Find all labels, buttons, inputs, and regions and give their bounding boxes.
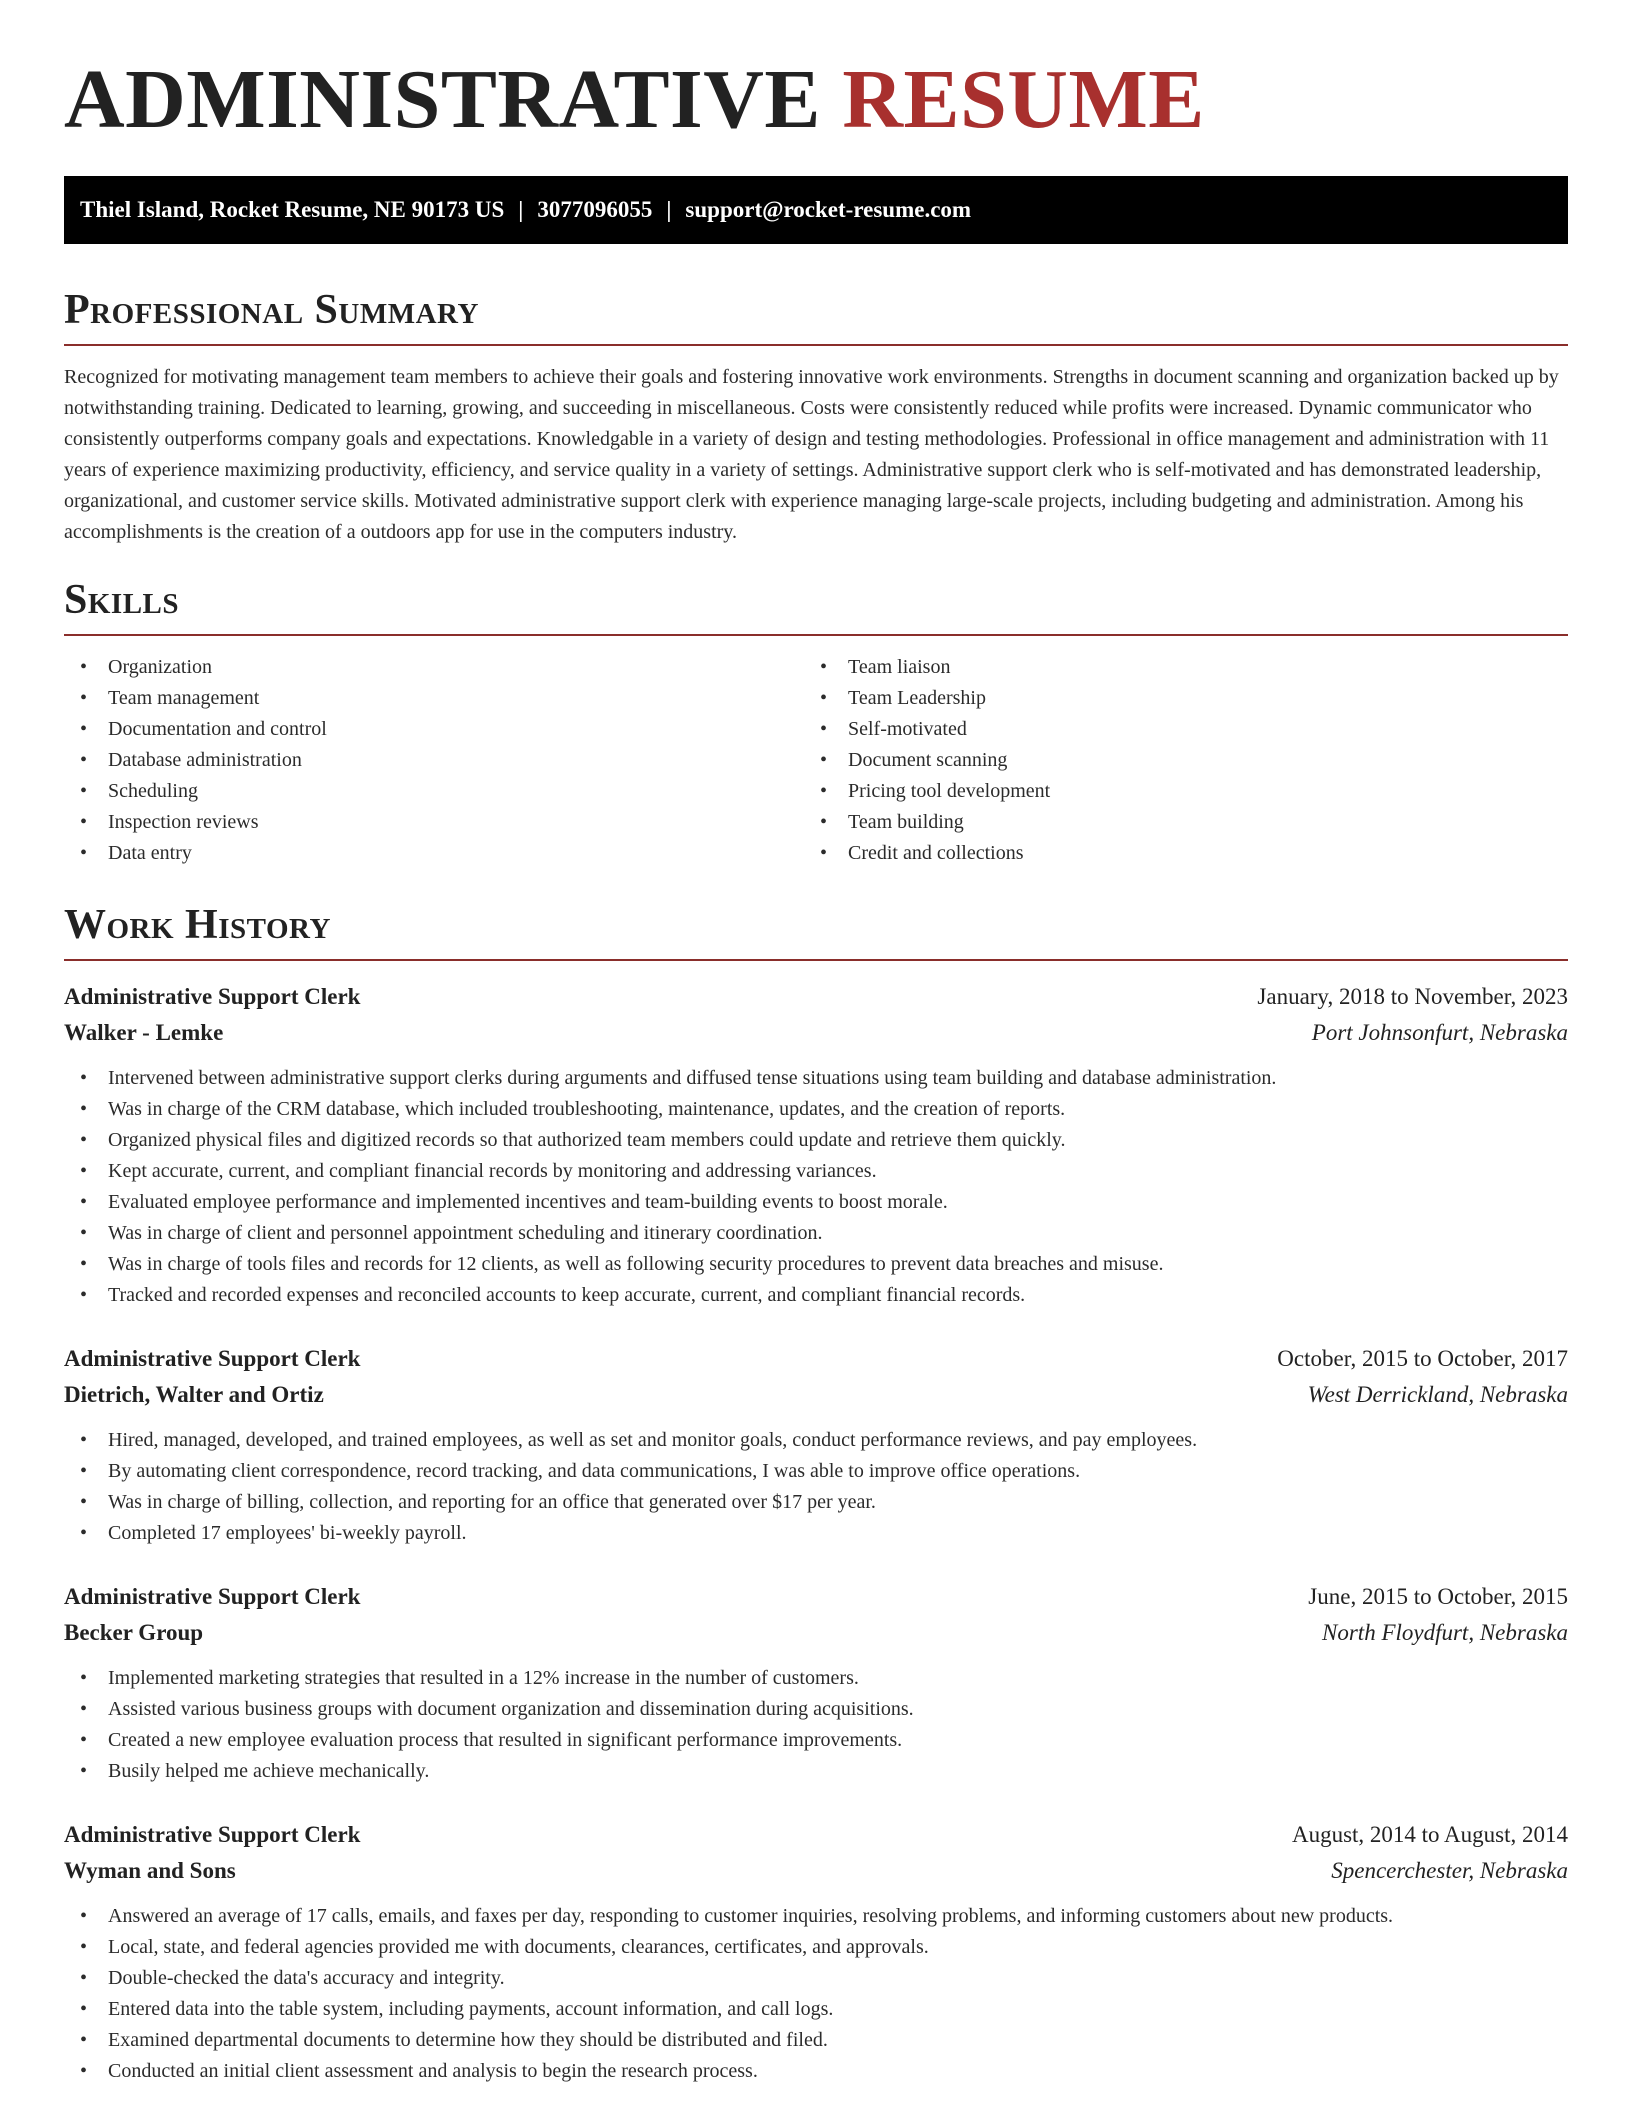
job-duty-item: • Intervened between administrative support clerks during arguments and diffused tense situations using team building and database administration. xyxy=(64,1063,1568,1094)
job-list xyxy=(64,979,1568,2087)
skills-list-left xyxy=(64,652,804,869)
job-header-row xyxy=(64,1341,1568,1377)
work-heading: Work History xyxy=(64,902,331,948)
skill-item: • Document scanning xyxy=(804,745,1544,776)
job-duty-item: • Evaluated employee performance and implemented incentives and team-building events to boost morale. xyxy=(64,1187,1568,1218)
job-duties-list xyxy=(64,1063,1568,1311)
skill-item: • Organization xyxy=(64,652,804,683)
summary-section xyxy=(64,286,1568,548)
job-dates: June, 2015 to October, 2015 xyxy=(1308,1584,1568,1609)
job-duty-item: • Conducted an initial client assessment and analysis to begin the research process. xyxy=(64,2056,1568,2087)
job-entry xyxy=(64,1579,1568,1787)
job-duty-item: • Organized physical files and digitized records so that authorized team members could update and retrieve them quickly. xyxy=(64,1125,1568,1156)
job-header-row xyxy=(64,1817,1568,1853)
title-part-2: RESUME xyxy=(842,53,1205,146)
job-title: Administrative Support Clerk xyxy=(64,984,361,1009)
skills-list-right xyxy=(804,652,1544,869)
title-part-1: ADMINISTRATIVE xyxy=(64,53,821,146)
skill-item: • Team building xyxy=(804,807,1544,838)
contact-address: Thiel Island, Rocket Resume, NE 90173 US xyxy=(80,197,505,222)
job-entry xyxy=(64,1817,1568,2087)
job-title: Administrative Support Clerk xyxy=(64,1822,361,1847)
job-dates: October, 2015 to October, 2017 xyxy=(1277,1346,1568,1371)
job-company: Wyman and Sons xyxy=(64,1858,236,1883)
contact-bar xyxy=(64,176,1568,244)
job-duty-item: • Entered data into the table system, including payments, account information, and call logs. xyxy=(64,1994,1568,2025)
job-duty-item: • Implemented marketing strategies that resulted in a 12% increase in the number of customers. xyxy=(64,1663,1568,1694)
skills-section xyxy=(64,576,1568,869)
skill-item: • Self-motivated xyxy=(804,714,1544,745)
job-duty-item: • Tracked and recorded expenses and reconciled accounts to keep accurate, current, and compliant financial records. xyxy=(64,1280,1568,1311)
skill-item: • Credit and collections xyxy=(804,838,1544,869)
job-company-row xyxy=(64,1853,1568,1889)
skill-item: • Data entry xyxy=(64,838,804,869)
job-entry xyxy=(64,1341,1568,1549)
section-divider xyxy=(64,344,1568,346)
job-duty-item: • Answered an average of 17 calls, emails, and faxes per day, responding to customer inquiries, resolving problems, and informing customers about new products. xyxy=(64,1901,1568,1932)
contact-phone: 3077096055 xyxy=(537,197,653,222)
contact-separator: | xyxy=(666,197,672,222)
job-header-row xyxy=(64,979,1568,1015)
resume-title xyxy=(64,0,1568,146)
skill-item: • Scheduling xyxy=(64,776,804,807)
skills-heading: Skills xyxy=(64,577,180,623)
job-company: Dietrich, Walter and Ortiz xyxy=(64,1382,324,1407)
section-divider xyxy=(64,634,1568,636)
summary-text: Recognized for motivating management team members to achieve their goals and fostering innovative work environments. Strengths in document scanning and organization backed up by notwithstanding training. Dedicated to learning, growing, and succeeding in miscellaneous. Costs were consistently reduced while profits were increased. Dynamic communicator who consistently outperforms company goals and expectations. Knowledgable in a variety of design and testing methodologies. Professional in office management and administration with 11 years of experience maximizing productivity, efficiency, and service quality in a variety of settings. Administrative support clerk who is self-motivated and has demonstrated leadership, organizational, and customer service skills. Motivated administrative support clerk with experience managing large-scale projects, including budgeting and administration. Among his accomplishments is the creation of a outdoors app for use in the computers industry. xyxy=(64,366,1559,543)
job-duty-item: • Kept accurate, current, and compliant financial records by monitoring and addressing variances. xyxy=(64,1156,1568,1187)
job-header-row xyxy=(64,1579,1568,1615)
job-location: Port Johnsonfurt, Nebraska xyxy=(1311,1020,1568,1045)
skill-item: • Pricing tool development xyxy=(804,776,1544,807)
job-location: West Derrickland, Nebraska xyxy=(1307,1382,1568,1407)
job-duty-item: • Local, state, and federal agencies provided me with documents, clearances, certificates, and approvals. xyxy=(64,1932,1568,1963)
job-duties-list xyxy=(64,1425,1568,1549)
skills-columns xyxy=(64,652,1568,869)
job-duty-item: • Was in charge of the CRM database, which included troubleshooting, maintenance, updates, and the creation of reports. xyxy=(64,1094,1568,1125)
job-duties-list xyxy=(64,1901,1568,2087)
job-company-row xyxy=(64,1615,1568,1651)
job-duties-list xyxy=(64,1663,1568,1787)
job-company: Becker Group xyxy=(64,1620,204,1645)
job-company-row xyxy=(64,1377,1568,1413)
job-duty-item: • Hired, managed, developed, and trained employees, as well as set and monitor goals, conduct performance reviews, and pay employees. xyxy=(64,1425,1568,1456)
job-title: Administrative Support Clerk xyxy=(64,1346,361,1371)
skill-item: • Team management xyxy=(64,683,804,714)
skill-item: • Team Leadership xyxy=(804,683,1544,714)
job-duty-item: • Was in charge of tools files and records for 12 clients, as well as following security procedures to prevent data breaches and misuse. xyxy=(64,1249,1568,1280)
contact-separator: | xyxy=(518,197,524,222)
job-entry xyxy=(64,979,1568,1311)
job-company: Walker - Lemke xyxy=(64,1020,224,1045)
job-dates: January, 2018 to November, 2023 xyxy=(1257,984,1568,1009)
job-title: Administrative Support Clerk xyxy=(64,1584,361,1609)
job-location: Spencerchester, Nebraska xyxy=(1331,1858,1568,1883)
job-duty-item: • Completed 17 employees' bi-weekly payroll. xyxy=(64,1518,1568,1549)
section-divider xyxy=(64,959,1568,961)
job-duty-item: • Was in charge of billing, collection, and reporting for an office that generated over $17 per year. xyxy=(64,1487,1568,1518)
resume-content xyxy=(64,0,1568,2087)
job-location: North Floydfurt, Nebraska xyxy=(1322,1620,1568,1645)
job-duty-item: • By automating client correspondence, record tracking, and data communications, I was able to improve office operations. xyxy=(64,1456,1568,1487)
job-duty-item: • Double-checked the data's accuracy and integrity. xyxy=(64,1963,1568,1994)
job-duty-item: • Assisted various business groups with document organization and dissemination during acquisitions. xyxy=(64,1694,1568,1725)
job-duty-item: • Created a new employee evaluation process that resulted in significant performance improvements. xyxy=(64,1725,1568,1756)
skill-item: • Documentation and control xyxy=(64,714,804,745)
job-duty-item: • Busily helped me achieve mechanically. xyxy=(64,1756,1568,1787)
job-duty-item: • Examined departmental documents to determine how they should be distributed and filed. xyxy=(64,2025,1568,2056)
skill-item: • Team liaison xyxy=(804,652,1544,683)
job-duty-item: • Was in charge of client and personnel appointment scheduling and itinerary coordination. xyxy=(64,1218,1568,1249)
contact-email: support@rocket-resume.com xyxy=(685,197,972,222)
skill-item: • Database administration xyxy=(64,745,804,776)
summary-heading: Professional Summary xyxy=(64,287,479,333)
job-company-row xyxy=(64,1015,1568,1051)
skill-item: • Inspection reviews xyxy=(64,807,804,838)
job-dates: August, 2014 to August, 2014 xyxy=(1291,1822,1568,1847)
work-section xyxy=(64,901,1568,2087)
